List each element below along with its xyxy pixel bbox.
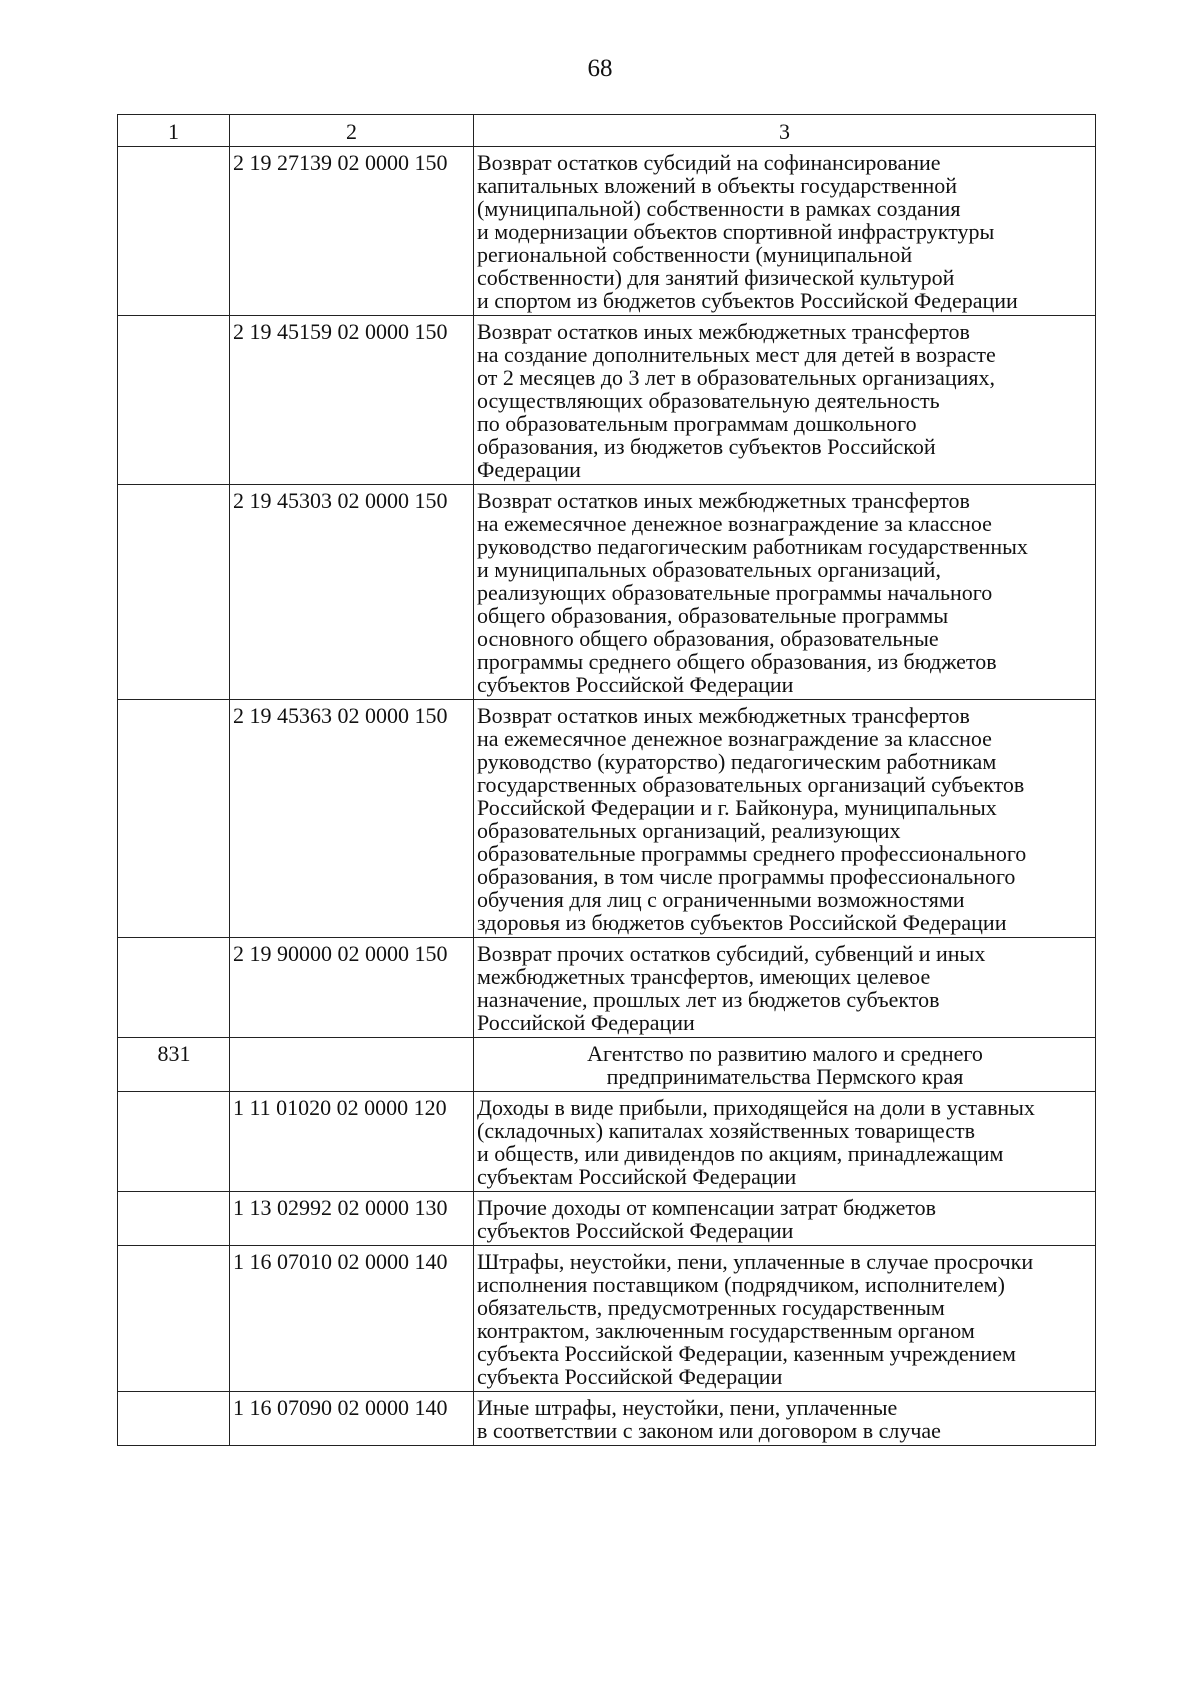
income-name-line: (складочных) капиталах хозяйственных товариществ [477, 1118, 976, 1143]
income-name-line: на ежемесячное денежное вознаграждение за классное [477, 726, 992, 751]
income-name-cell [474, 700, 1096, 938]
admin-code-cell [118, 316, 230, 485]
budget-code-cell: 2 19 45303 02 0000 150 [230, 485, 474, 700]
budget-code-cell: 2 19 45159 02 0000 150 [230, 316, 474, 485]
table-row [118, 147, 1096, 316]
income-name-cell [474, 1246, 1096, 1392]
page-number: 68 [587, 55, 613, 82]
admin-code-cell [118, 700, 230, 938]
income-name-line: собственности) для занятий физической культурой [477, 265, 955, 290]
table-row [118, 1392, 1096, 1446]
income-name-line: капитальных вложений в объекты государственной [477, 173, 958, 198]
income-name-line: субъектам Российской Федерации [477, 1164, 797, 1189]
income-name-line: (муниципальной) собственности в рамках создания [477, 196, 961, 221]
income-name-line: контрактом, заключенным государственным органом [477, 1318, 975, 1343]
income-name-line: Возврат остатков иных межбюджетных трансфертов [477, 488, 970, 513]
admin-code-cell [118, 938, 230, 1038]
income-name-line: программы среднего общего образования, из бюджетов [477, 649, 997, 674]
income-name-line: и обществ, или дивидендов по акциям, принадлежащим [477, 1141, 1004, 1166]
income-name-line: на ежемесячное денежное вознаграждение за классное [477, 511, 992, 536]
income-name-cell [474, 938, 1096, 1038]
income-name-line: в соответствии с законом или договором в случае [477, 1418, 941, 1443]
income-name-line: здоровья из бюджетов субъектов Российской Федерации [477, 910, 1007, 935]
table-header-row [118, 115, 1096, 147]
income-name-line: Иные штрафы, неустойки, пени, уплаченные [477, 1395, 898, 1420]
income-name-line: субъектов Российской Федерации [477, 1218, 794, 1243]
header-cell-code: 2 [230, 115, 474, 147]
header-cell-name: 3 [474, 115, 1096, 147]
income-name-line: образовательных организаций, реализующих [477, 818, 901, 843]
income-name-line: субъекта Российской Федерации, казенным учреждением [477, 1341, 1016, 1366]
income-name-line: от 2 месяцев до 3 лет в образовательных организациях, [477, 365, 996, 390]
income-name-line: межбюджетных трансфертов, имеющих целевое [477, 964, 931, 989]
income-name-line: общего образования, образовательные программы [477, 603, 949, 628]
income-name-line: предпринимательства Пермского края [606, 1064, 964, 1089]
income-name-cell [474, 316, 1096, 485]
admin-code-cell [118, 1092, 230, 1192]
income-name-line: Российской Федерации [477, 1010, 695, 1035]
header-cell-admin: 1 [118, 115, 230, 147]
income-name-cell [474, 1192, 1096, 1246]
income-name-line: Российской Федерации и г. Байконура, муниципальных [477, 795, 997, 820]
income-name-cell [474, 1392, 1096, 1446]
income-name-line: основного общего образования, образовательные [477, 626, 939, 651]
income-name-line: Агентство по развитию малого и среднего [587, 1041, 983, 1066]
income-name-line: и модернизации объектов спортивной инфраструктуры [477, 219, 995, 244]
table-row [118, 1246, 1096, 1392]
income-name-line: руководство педагогическим работникам государственных [477, 534, 1028, 559]
income-name-line: субъекта Российской Федерации [477, 1364, 783, 1389]
income-name-line: Возврат остатков иных межбюджетных трансфертов [477, 703, 970, 728]
income-name-line: Возврат прочих остатков субсидий, субвенций и иных [477, 941, 986, 966]
income-name-cell [474, 1092, 1096, 1192]
income-name-line: государственных образовательных организаций субъектов [477, 772, 1025, 797]
admin-code-cell [118, 1192, 230, 1246]
table-row [118, 700, 1096, 938]
admin-code-cell: 831 [118, 1038, 230, 1092]
budget-code-cell: 1 11 01020 02 0000 120 [230, 1092, 474, 1192]
table-row [118, 316, 1096, 485]
admin-code-cell [118, 485, 230, 700]
income-name-line: обучения для лиц с ограниченными возможностями [477, 887, 965, 912]
budget-code-cell: 2 19 27139 02 0000 150 [230, 147, 474, 316]
income-name-line: субъектов Российской Федерации [477, 672, 794, 697]
table-row [118, 1038, 1096, 1092]
income-name-line: Прочие доходы от компенсации затрат бюджетов [477, 1195, 937, 1220]
income-name-line: осуществляющих образовательную деятельность [477, 388, 940, 413]
budget-code-cell: 2 19 90000 02 0000 150 [230, 938, 474, 1038]
income-name-line: региональной собственности (муниципальной [477, 242, 913, 267]
budget-codes-table [117, 114, 1096, 1446]
income-name-cell [474, 485, 1096, 700]
income-name-cell [474, 1038, 1096, 1092]
admin-code-cell [118, 1246, 230, 1392]
table-row [118, 1192, 1096, 1246]
income-name-line: Доходы в виде прибыли, приходящейся на доли в уставных [477, 1095, 1035, 1120]
income-name-line: реализующих образовательные программы начального [477, 580, 993, 605]
table-row [118, 1092, 1096, 1192]
income-name-cell [474, 147, 1096, 316]
income-name-line: образовательные программы среднего профессионального [477, 841, 1027, 866]
income-name-line: образования, в том числе программы профессионального [477, 864, 1016, 889]
budget-code-cell: 1 16 07010 02 0000 140 [230, 1246, 474, 1392]
income-name-line: обязательств, предусмотренных государственным [477, 1295, 945, 1320]
table-body [118, 115, 1096, 1446]
table-row [118, 485, 1096, 700]
income-name-line: Федерации [477, 457, 581, 482]
income-name-line: исполнения поставщиком (подрядчиком, исполнителем) [477, 1272, 1005, 1297]
admin-code-cell [118, 1392, 230, 1446]
table-row [118, 938, 1096, 1038]
income-name-line: Возврат остатков иных межбюджетных трансфертов [477, 319, 970, 344]
income-name-line: Штрафы, неустойки, пени, уплаченные в случае просрочки [477, 1249, 1034, 1274]
income-name-line: по образовательным программам дошкольного [477, 411, 917, 436]
budget-code-cell [230, 1038, 474, 1092]
income-name-line: и спортом из бюджетов субъектов Российской Федерации [477, 288, 1018, 313]
income-name-line: и муниципальных образовательных организаций, [477, 557, 941, 582]
admin-code-cell [118, 147, 230, 316]
income-name-line: на создание дополнительных мест для детей в возрасте [477, 342, 996, 367]
budget-code-cell: 1 16 07090 02 0000 140 [230, 1392, 474, 1446]
budget-code-cell: 2 19 45363 02 0000 150 [230, 700, 474, 938]
income-name-line: Возврат остатков субсидий на софинансирование [477, 150, 941, 175]
income-name-line: назначение, прошлых лет из бюджетов субъектов [477, 987, 940, 1012]
income-name-line: образования, из бюджетов субъектов Российской [477, 434, 936, 459]
income-name-line: руководство (кураторство) педагогическим работникам [477, 749, 997, 774]
budget-code-cell: 1 13 02992 02 0000 130 [230, 1192, 474, 1246]
